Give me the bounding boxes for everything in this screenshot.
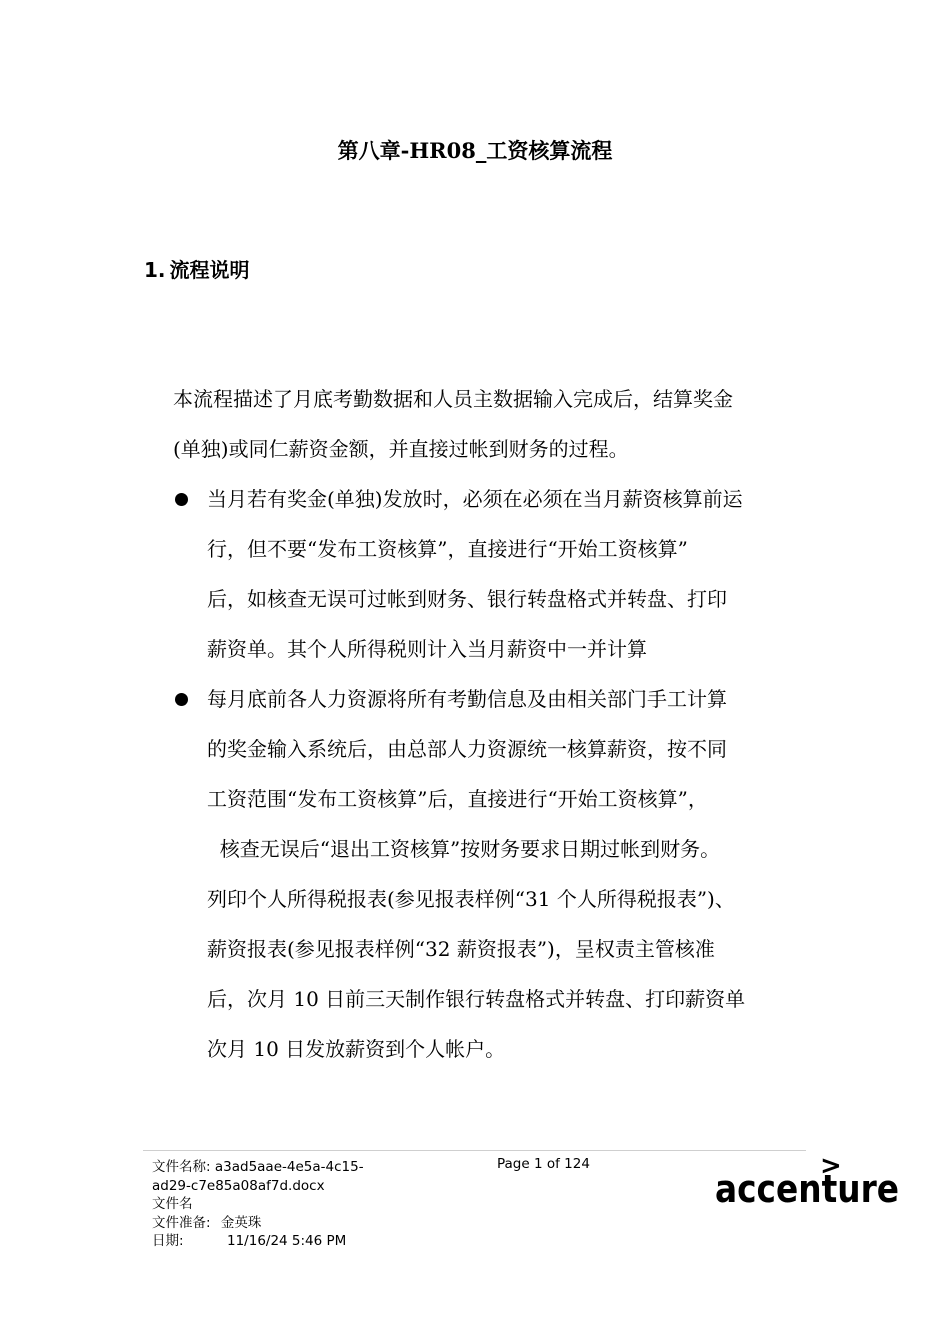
file-name-row — [152, 1158, 452, 1177]
intro-line: 本流程描述了月底考勤数据和人员主数据输入完成后，结算奖金 — [173, 387, 733, 411]
bullet-icon — [175, 693, 188, 706]
section-number: 1. — [144, 258, 166, 282]
accenture-logo — [712, 1150, 902, 1212]
file-name-label: 文件名称: — [152, 1159, 211, 1175]
logo-mark: > — [820, 1151, 842, 1181]
bullet-line: 列印个人所得税报表(参见报表样例“31 个人所得税报表”)、 — [207, 887, 735, 911]
document-title: 第八章-HR08_工资核算流程 — [337, 138, 613, 163]
footer-metadata — [152, 1158, 452, 1251]
section-title: 流程说明 — [169, 258, 250, 282]
page-number: Page 1 of 124 — [497, 1156, 590, 1172]
preparer-value: 金英珠 — [220, 1214, 262, 1231]
bullet-line: 的奖金输入系统后，由总部人力资源统一核算薪资，按不同 — [207, 737, 727, 761]
bullet-list — [173, 474, 833, 1074]
footer-divider — [143, 1150, 806, 1151]
bullet-line: 次月 10 日发放薪资到个人帐户。 — [207, 1037, 506, 1061]
preparer-row — [152, 1214, 452, 1233]
bullet-line: 后，如核查无误可过帐到财务、银行转盘格式并转盘、打印 — [207, 587, 727, 611]
file-name-continued: ad29-c7e85a08af7d.docx — [152, 1177, 325, 1194]
date-row — [152, 1232, 452, 1251]
bullet-item — [173, 474, 833, 674]
date-value: 11/16/24 5:46 PM — [227, 1233, 347, 1249]
bullet-line: 每月底前各人力资源将所有考勤信息及由相关部门手工计算 — [207, 687, 727, 711]
bullet-line: 工资范围“发布工资核算”后，直接进行“开始工资核算”， — [207, 787, 708, 811]
bullet-line: 当月若有奖金(单独)发放时，必须在必须在当月薪资核算前运 — [207, 487, 743, 511]
bullet-line: 行，但不要“发布工资核算”，直接进行“开始工资核算” — [207, 537, 688, 561]
file-name-value: a3ad5aae-4e5a-4c15- — [214, 1159, 364, 1175]
bullet-line: 核查无误后“退出工资核算”按财务要求日期过帐到财务。 — [207, 837, 721, 861]
bullet-line: 薪资单。其个人所得税则计入当月薪资中一并计算 — [207, 637, 647, 661]
intro-line: (单独)或同仁薪资金额，并直接过帐到财务的过程。 — [173, 437, 629, 461]
intro-paragraph — [173, 374, 833, 474]
section-heading — [144, 256, 250, 284]
logo-wordmark: accenture — [715, 1167, 899, 1211]
bullet-item — [173, 674, 833, 1074]
file-name-extra: 文件名 — [152, 1196, 193, 1212]
bullet-icon — [175, 493, 188, 506]
bullet-line: 后，次月 10 日前三天制作银行转盘格式并转盘、打印薪资单 — [207, 987, 746, 1011]
date-label: 日期: — [152, 1233, 184, 1249]
preparer-label: 文件准备: — [152, 1214, 211, 1231]
bullet-line: 薪资报表(参见报表样例“32 薪资报表”)，呈权责主管核准 — [207, 937, 715, 961]
